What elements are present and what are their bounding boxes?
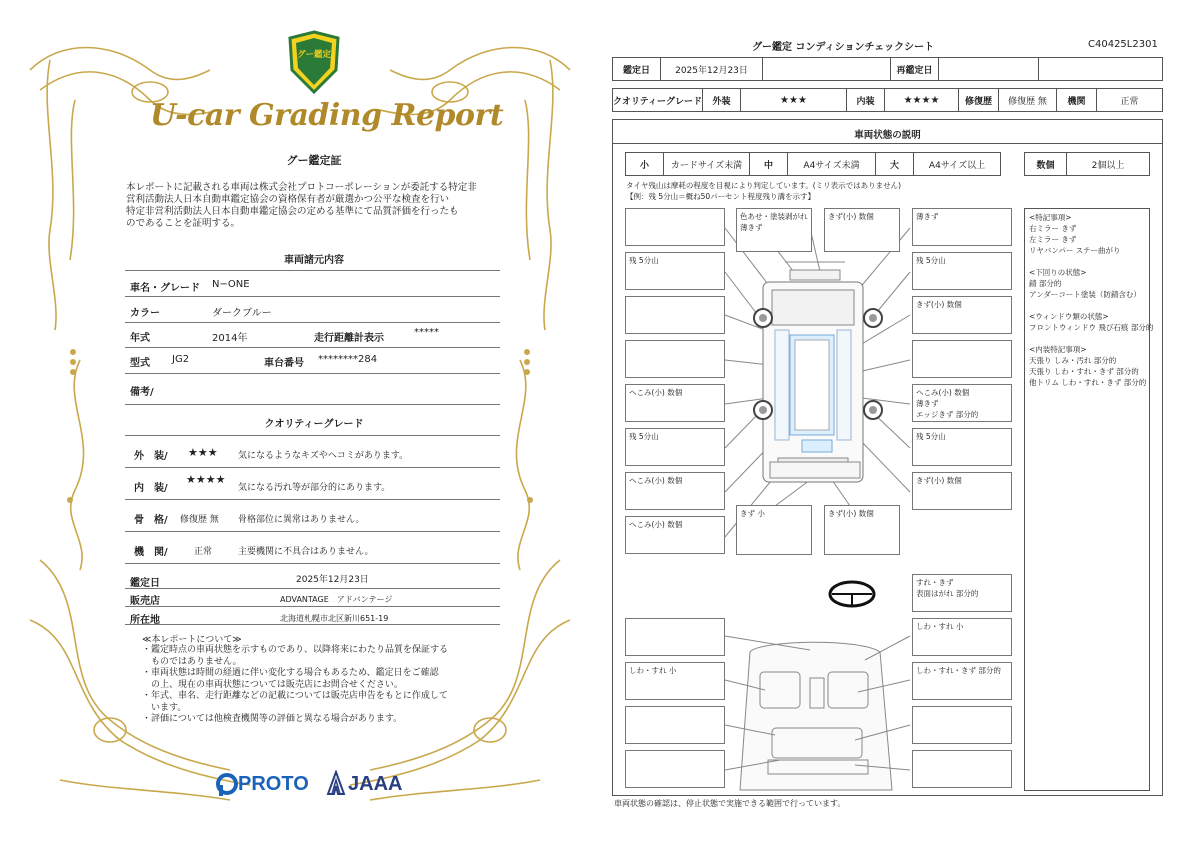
- interior-label: 内 装/: [134, 483, 168, 494]
- dealer-label: 販売店: [130, 596, 160, 607]
- note-line: リヤバンパー ステー曲がり: [1029, 246, 1121, 255]
- note-line: <ウィンドウ類の状態>: [1029, 312, 1109, 321]
- sheet-code: C40425L2301: [1088, 39, 1158, 50]
- badge-text: グー鑑定: [296, 50, 331, 60]
- engine-value: 正常: [194, 547, 213, 557]
- jaaa-logo-icon: [326, 770, 346, 796]
- goo-kantei-badge-icon: [286, 30, 342, 94]
- notes-heading: ≪本レポートについて≫: [142, 635, 242, 645]
- condition-box-interior-right-4: [912, 750, 1012, 788]
- note-line: [1029, 333, 1145, 344]
- name-value: N−ONE: [212, 279, 250, 290]
- note-line: 右ミラー きず: [1029, 224, 1077, 233]
- note-line: ・評価については他検査機関等の評価と異なる場合があります。: [142, 714, 403, 724]
- count-legend: [1024, 152, 1150, 176]
- exterior-label: 外 装/: [134, 451, 168, 462]
- interior-comment: 気になる汚れ等が部分的にあります。: [238, 483, 391, 493]
- tire-note-1: タイヤ残山は摩耗の程度を目視により判定しています。(ミリ表示ではありません): [626, 181, 902, 190]
- date-label: 鑑定日: [130, 578, 160, 589]
- sheet-title: グー鑑定 コンディションチェックシート: [752, 42, 935, 53]
- address-label: 所在地: [130, 615, 160, 626]
- spec-heading: 車両諸元内容: [284, 255, 344, 266]
- condition-box-tire-rear-left: 残 5分山: [625, 428, 725, 466]
- note-line: <特記事項>: [1029, 213, 1072, 222]
- condition-box-front-left: [625, 208, 725, 246]
- intro-line: のであることを証明する。: [126, 218, 241, 229]
- note-line: の上、現在の車両状態については販売店にお問合せください。: [142, 679, 403, 690]
- condition-box-left-2: [625, 296, 725, 334]
- condition-box-interior-right-3: [912, 706, 1012, 744]
- mileage-value: *****: [414, 327, 439, 338]
- script-title: U-car Grading Report: [150, 98, 504, 133]
- size-large: 大: [876, 153, 914, 175]
- engine-value: 正常: [1120, 96, 1139, 107]
- quality-label: クオリティーグレード: [613, 89, 703, 111]
- chassis-value: ********284: [318, 354, 378, 365]
- repair-label: 修復歴: [959, 89, 999, 111]
- chassis-label: 車台番号: [264, 358, 304, 369]
- note-line: 天張り しわ・すれ・きず 部分的: [1029, 367, 1139, 376]
- date-value: 2025年12月23日: [296, 575, 369, 585]
- exterior-label: 外装: [703, 89, 741, 111]
- mileage-label: 走行距離計表示: [314, 333, 384, 344]
- condition-box-interior-left-4: [625, 750, 725, 788]
- interior-label: 内装: [847, 89, 885, 111]
- note-line: [1029, 300, 1145, 311]
- condition-box-front-center-b: きず(小) 数個: [824, 208, 900, 252]
- intro-line: 特定非営利活動法人日本自動車鑑定協会の定める基準にて品質評価を行ったも: [126, 206, 459, 217]
- condition-box-tire-front-left: 残 5分山: [625, 252, 725, 290]
- note-line: フロントウィンドウ 飛び石痕 部分的: [1029, 323, 1154, 332]
- quality-heading: クオリティーグレード: [264, 419, 364, 430]
- intro-line: 営利活動法人日本自動車鑑定協会の資格保有者が厳選かつ公平な検査を行い: [126, 194, 450, 205]
- redate-label: 再鑑定日: [891, 58, 939, 80]
- condition-box-interior-right-2: しわ・すれ・きず 部分的: [912, 662, 1012, 700]
- note-line: 錆 部分的: [1029, 279, 1062, 288]
- proto-logo-icon: [216, 773, 238, 797]
- tire-note-2: 【例：残 5分山＝概ね50パーセント程度残り溝を示す】: [626, 192, 816, 201]
- notes-list: [142, 645, 448, 726]
- condition-box-rear-a: きず 小: [736, 505, 812, 555]
- condition-heading: 車両状態の説明: [854, 130, 921, 141]
- condition-box-left-3: [625, 340, 725, 378]
- exterior-stars: ★★★: [188, 446, 218, 459]
- exterior-stars: ★★★: [741, 89, 847, 111]
- condition-box-left-4: へこみ(小) 数個: [625, 384, 725, 422]
- note-line: <内装特記事項>: [1029, 345, 1087, 354]
- address-value: 北海道札幌市北区新川651-19: [280, 614, 389, 623]
- model-value: JG2: [172, 354, 190, 365]
- intro-line: 本レポートに記載される車両は株式会社プロトコーポレーションが委託する特定非: [126, 182, 477, 193]
- model-label: 型式: [130, 358, 150, 369]
- condition-box-front-right: 薄きず: [912, 208, 1012, 246]
- condition-box-interior-left-2: しわ・すれ 小: [625, 662, 725, 700]
- condition-box-right-6: きず(小) 数個: [912, 472, 1012, 510]
- count-desc: 2個以上: [1091, 160, 1125, 171]
- condition-box-tire-rear-right: 残 5分山: [912, 428, 1012, 466]
- special-notes-panel: [1024, 208, 1154, 791]
- certificate-heading: グー鑑定証: [286, 154, 342, 167]
- condition-check-sheet: [600, 0, 1200, 848]
- note-line: ・鑑定時点の車両状態を示すものであり、以降将来にわたり品質を保証する: [142, 645, 449, 655]
- date-value: 2025年12月23日: [661, 58, 763, 80]
- jaaa-logo-text: JAAA: [348, 773, 403, 795]
- note-line: <下回りの状態>: [1029, 268, 1087, 277]
- frame-value: 修復歴 無: [180, 515, 219, 525]
- condition-box-tire-front-right: 残 5分山: [912, 252, 1012, 290]
- condition-box-interior-right-1: しわ・すれ 小: [912, 618, 1012, 656]
- engine-comment: 主要機関に不具合はありません。: [238, 547, 374, 557]
- condition-box-interior-left-1: [625, 618, 725, 656]
- footer-note: 車両状態の確認は、停止状態で実施できる範囲で行っています。: [614, 799, 846, 808]
- proto-logo-text: PROTO: [238, 773, 309, 795]
- remarks-label: 備考/: [130, 387, 154, 398]
- condition-box-right-3: [912, 340, 1012, 378]
- repair-value: 修復歴 無: [999, 89, 1057, 111]
- note-line: 左ミラー きず: [1029, 235, 1077, 244]
- interior-stars: ★★★★: [186, 473, 226, 486]
- date-label: 鑑定日: [613, 58, 661, 80]
- note-line: ・年式、車名、走行距離などの記載については販売店申告をもとに作成して: [142, 691, 448, 701]
- intro-paragraph: [126, 182, 498, 230]
- frame-label: 骨 格/: [134, 515, 168, 526]
- condition-box-right-2: きず(小) 数個: [912, 296, 1012, 334]
- note-line: 他トリム しわ・すれ・きず 部分的: [1029, 378, 1147, 387]
- size-small: 小: [626, 153, 664, 175]
- note-line: います。: [142, 702, 187, 713]
- frame-comment: 骨格部位に異常はありません。: [238, 515, 365, 525]
- size-large-desc: A4サイズ以上: [928, 160, 986, 171]
- size-small-desc: カードサイズ未満: [664, 153, 750, 175]
- year-value: 2014年: [212, 333, 248, 344]
- note-line: [1029, 256, 1145, 267]
- count-label: 数個: [1025, 153, 1067, 175]
- exterior-comment: 気になるようなキズやヘコミがあります。: [238, 451, 409, 461]
- year-label: 年式: [130, 333, 150, 344]
- note-line: 天張り しみ・汚れ 部分的: [1029, 356, 1117, 365]
- condition-box-right-4: へこみ(小) 数個 薄きず エッジきず 部分的: [912, 384, 1012, 422]
- note-line: ・車両状態は時間の経過に伴い変化する場合もあるため、鑑定日をご確認: [142, 668, 439, 678]
- condition-box-left-6: へこみ(小) 数個: [625, 472, 725, 510]
- color-value: ダークブルー: [212, 308, 272, 319]
- dealer-value: ADVANTAGE アドバンテージ: [280, 595, 393, 604]
- interior-stars: ★★★★: [885, 89, 959, 111]
- color-label: カラー: [130, 308, 160, 319]
- condition-box-interior-left-3: [625, 706, 725, 744]
- note-line: アンダーコート塗装（防錆含む）: [1029, 290, 1141, 299]
- condition-box-front-center-a: 色あせ・塗装剥がれ 薄きず: [736, 208, 812, 252]
- note-line: ものではありません。: [142, 656, 242, 667]
- condition-box-steering: すれ・きず 表面はがれ 部分的: [912, 574, 1012, 612]
- engine-label: 機関: [1057, 89, 1097, 111]
- engine-label: 機 関/: [134, 547, 168, 558]
- condition-box-rear-b: きず(小) 数個: [824, 505, 900, 555]
- size-mid-desc: A4サイズ未満: [788, 153, 876, 175]
- name-label: 車名・グレード: [130, 283, 200, 294]
- size-mid: 中: [750, 153, 788, 175]
- condition-box-left-7: へこみ(小) 数個: [625, 516, 725, 554]
